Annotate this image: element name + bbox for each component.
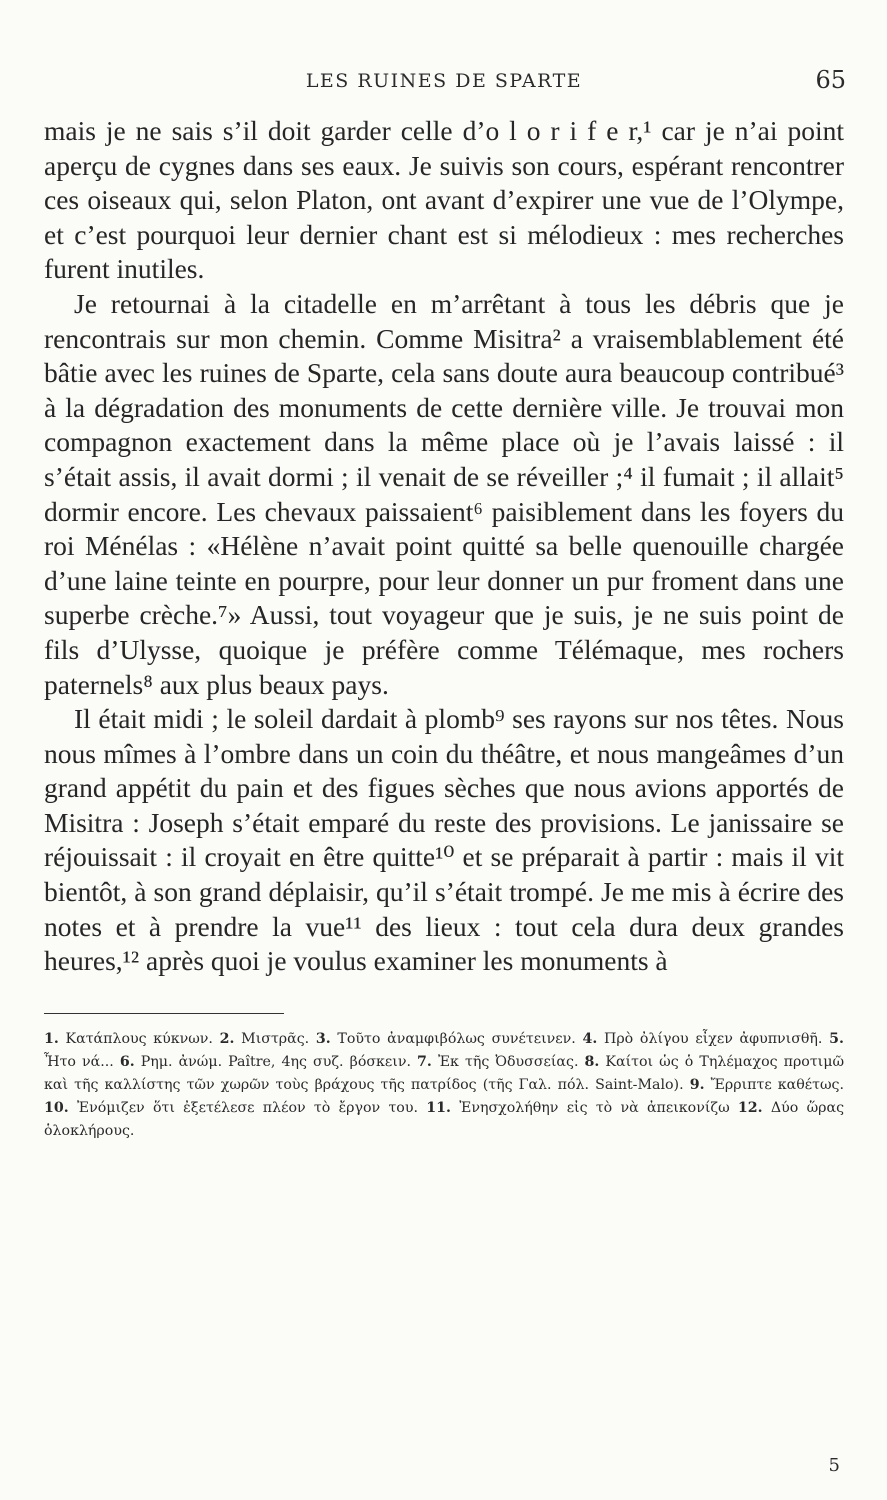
footnote-number: 6.: [119, 1053, 135, 1070]
footnote-text: Τοῦτο ἀναμφιβόλως συνέτεινεν.: [337, 1030, 576, 1047]
footnote-number: 11.: [426, 1099, 451, 1116]
footnote-number: 1.: [44, 1030, 59, 1047]
running-title: LES RUINES DE SPARTE: [305, 70, 583, 92]
body-text: [44, 114, 844, 979]
paragraph-2: Je retournai à la citadelle en m’arrêtant à tous les débris que je rencontrais sur mon chemin. Comme Misitra² a vraisemblablement été bâtie avec les ruines de Sparte, cela sans doute aura beaucoup contribué³ à la dégradation des monuments de cette dernière ville. Je trouvai mon compagnon exactement dans la même place où je l’avais laissé : il s’était assis, il avait dormi ; il venait de se réveiller ;⁴ il fumait ; il allait⁵ dormir encore. Les chevaux paissaient⁶ paisiblement dans les foyers du roi Ménélas : «Hélène n’avait point quitté sa belle quenouille chargée d’une laine teinte en pourpre, pour leur donner un pur froment dans une superbe crèche.⁷» Aussi, tout voyageur que je suis, je ne suis point de fils d’Ulysse, quoique je préfère comme Télémaque, mes rochers paternels⁸ aux plus beaux pays.: [44, 287, 844, 700]
footnote-text: Ἐνόμιζεν ὅτι ἐξετέλεσε πλέον τὸ ἔργον του.: [76, 1099, 418, 1116]
signature-mark: 5: [828, 1455, 840, 1476]
paragraph-1: mais je ne sais s’il doit garder celle d’o l o r i f e r,¹ car je n’ai point aperçu de cygnes dans ses eaux. Je suivis son cours, espérant rencontrer ces oiseaux qui, selon Platon, ont avant d’expirer une vue de l’Olympe, et c’est pourquoi leur dernier chant est si mélodieux : mes recherches furent inutiles.: [44, 115, 844, 285]
footnote-number: 8.: [584, 1053, 600, 1070]
footnote-number: 9.: [689, 1076, 705, 1093]
footnote-text: Ἐκ τῆς Ὀδυσσείας.: [437, 1053, 579, 1070]
footnote-text: Δύο ὥρας ὁλοκλήρους.: [44, 1099, 845, 1139]
footnote-text: Καίτοι ὡς ὁ Τηλέμαχος προτιμῶ καὶ τῆς καλλίστης τῶν χωρῶν τοὺς βράχους τῆς πατρίδος (τῆς Γαλ. πόλ. Saint-Malo).: [44, 1053, 845, 1093]
footnote-text: Μιστρᾶς.: [241, 1030, 310, 1047]
footnote-number: 3.: [315, 1030, 331, 1047]
running-head: [44, 62, 844, 102]
footnote-text: Πρὸ ὀλίγου εἶχεν ἀφυπνισθῆ.: [603, 1030, 823, 1047]
footnote-number: 7.: [417, 1053, 432, 1070]
footnote-rule: [44, 1013, 284, 1014]
footnote-number: 10.: [44, 1099, 69, 1116]
paragraph-3: Il était midi ; le soleil dardait à plomb⁹ ses rayons sur nos têtes. Nous nous mîmes à l’ombre dans un coin du théâtre, et nous mangeâmes d’un grand appétit du pain et des figues sèches que nous avions apportés de Misitra : Joseph s’était emparé du reste des provisions. Le janissaire se réjouissait : il croyait en être quitte¹⁰ et se préparait à partir : mais il vit bientôt, à son grand déplaisir, qu’il s’était trompé. Je me mis à écrire des notes et à prendre la vue¹¹ des lieux : tout cela dura deux grandes heures,¹² après quoi je voulus examiner les monuments à: [44, 703, 844, 977]
footnote-text: Κατάπλους κύκνων.: [65, 1030, 213, 1047]
footnote-number: 4.: [582, 1030, 598, 1047]
footnote-number: 2.: [219, 1030, 235, 1047]
footnote-number: 12.: [737, 1099, 763, 1116]
footnote-text: Ἔρριπτε καθέτως.: [710, 1076, 845, 1093]
footnote-text: Ρημ. ἀνώμ. Paître, 4ης συζ. βόσκειν.: [140, 1053, 411, 1070]
footnote-number: 5.: [829, 1030, 844, 1047]
footnote-text: Ἐνησχολήθην εἰς τὸ νὰ ἀπεικονίζω: [459, 1099, 730, 1116]
book-page: [44, 62, 844, 1482]
page-number: 65: [815, 66, 846, 94]
footnotes: [44, 1028, 844, 1143]
footnote-text: Ἦτο νά...: [44, 1053, 114, 1070]
